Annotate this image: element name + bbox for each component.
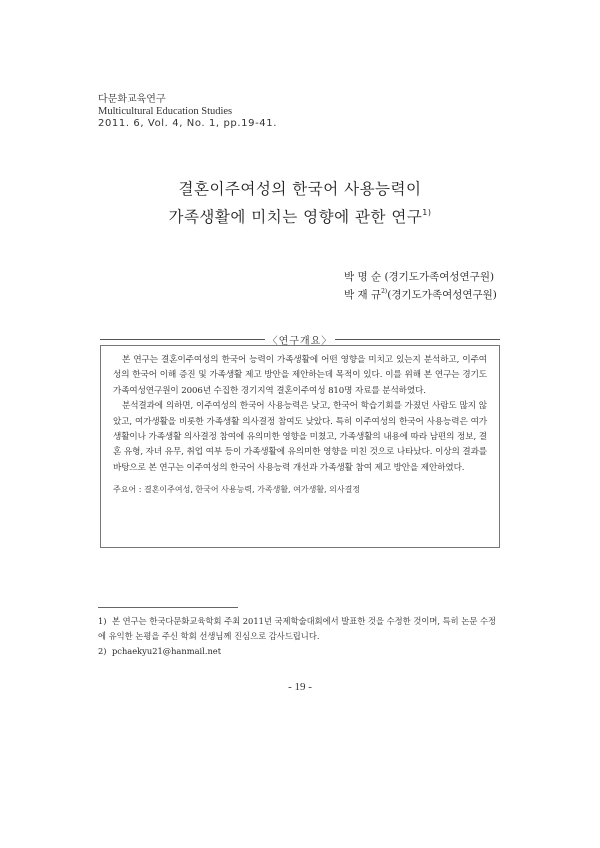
footnote-2-number: 2)	[98, 646, 107, 656]
author-2	[344, 287, 497, 302]
title-footnote-mark: 1)	[422, 208, 432, 217]
page-number: - 19 -	[288, 681, 312, 693]
author-2-name: 박 재 규	[344, 289, 382, 301]
abstract-keywords: 주요어 : 결혼이주여성, 한국어 사용능력, 가족생활, 여가생활, 의사결정	[113, 485, 361, 495]
abstract-label-rule-right	[335, 339, 500, 340]
footnote-1-text: 본 연구는 한국다문화교육학회 주최 2011년 국제학술대회에서 발표한 것을 수정한 것이며, 특히 논문 수정에 유익한 논평을 주신 학회 선생님께 진심으로 감사드립니다.	[98, 616, 497, 641]
title-line-2	[0, 205, 600, 227]
footnote-rule	[98, 607, 238, 608]
footnote-1-number: 1)	[98, 616, 107, 626]
abstract-paragraph-2: 분석결과에 의하면, 이주여성의 한국어 사용능력은 낮고, 한국어 학습기회를 가졌던 사람도 많지 않았고, 여가생활을 비롯한 가족생활 의사결정 참여도 낮았다. 특히 이주여성의 한국어 사용능력은 여가생활이나 가족생활 의사결정 참여에 유의미한 영향을 미쳤고, 가족생활의 내용에 따라 남편의 정보, 결혼 유형, 자녀 유무, 취업 여부 등이 가족생활에 유의미한 영향을 미친 것으로 나타났다. 이상의 결과를 바탕으로 본 연구는 이주여성의 한국어 사용능력 개선과 가족생활 참여 제고 방안을 제안하였다.	[113, 401, 487, 473]
footnote-1	[98, 614, 502, 644]
abstract-box	[100, 345, 500, 548]
footnote-2-text: pchaekyu21@hanmail.net	[112, 646, 222, 656]
journal-korean-name: 다문화교육연구	[98, 94, 166, 105]
title-line-2-text: 가족생활에 미치는 영향에 관한 연구	[168, 208, 423, 226]
footnote-2	[98, 644, 502, 659]
journal-english-name: Multicultural Education Studies	[98, 106, 233, 117]
journal-header	[98, 94, 277, 130]
author-2-footnote-mark: 2)	[381, 288, 388, 295]
title-line-1: 결혼이주여성의 한국어 사용능력이	[178, 180, 422, 198]
abstract-label: 〈연구개요〉	[267, 336, 333, 347]
author-1: 박 명 순 (경기도가족여성연구원)	[344, 271, 495, 283]
journal-volume-info: 2011. 6, Vol. 4, No. 1, pp.19-41.	[98, 118, 277, 129]
abstract-paragraph-1: 본 연구는 결혼이주여성의 한국어 능력이 가족생활에 어떤 영향을 미치고 있는지 분석하고, 이주여성의 한국어 이해 증진 및 가족생활 제고 방안을 제안하는데 목적이 있다. 이를 위해 본 연구는 경기도가족여성연구원이 2006년 수집한 경기지역 결혼이주여성 810명 자료를 분석하였다.	[113, 355, 487, 396]
author-2-affiliation: (경기도가족여성연구원)	[387, 289, 497, 301]
